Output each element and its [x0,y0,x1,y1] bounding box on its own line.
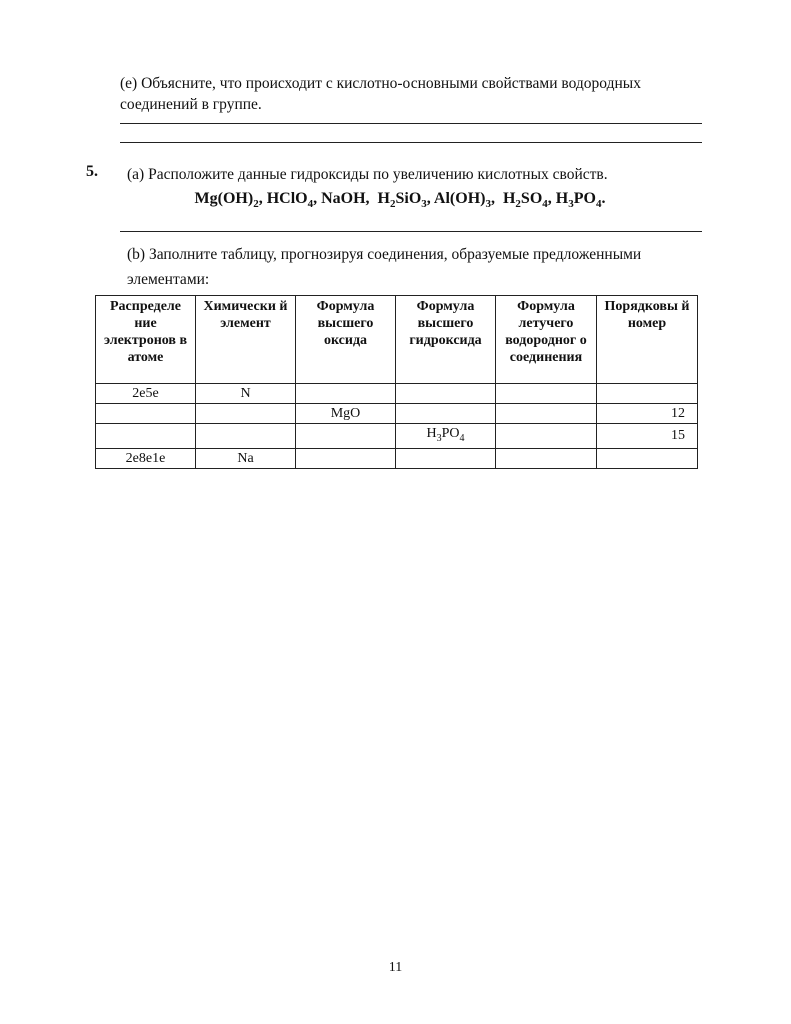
formula-subscript: 4 [595,198,602,211]
formula-part [321,190,377,207]
page-number: 11 [388,960,403,975]
formula-subscript: 3 [485,198,491,211]
formula-separator: , [258,190,267,207]
table-cell[interactable] [96,424,196,449]
question-5b-line1: (b) Заполните таблицу, прогнозируя соединения, образуемые предложенными [127,246,642,263]
formula-base: PO [573,190,596,207]
formula-subscript: 4 [307,198,314,211]
formula-separator: , [547,190,556,207]
table-cell[interactable] [597,384,698,404]
formula-base: SiO [395,190,422,207]
table-row [96,424,698,449]
formula-base: H [377,190,390,207]
formula-part [433,190,503,211]
question-5b-text [127,241,702,268]
table-cell[interactable] [396,384,496,404]
formula-subscript: 3 [421,198,427,211]
table-cell[interactable] [96,404,196,424]
formula-separator: , [365,190,378,207]
formula-separator: . [601,190,606,207]
question-5b-line2: элементами: [127,271,210,288]
header-higher-oxide: Формула высшего оксида [296,296,396,384]
formula-base: PO [441,426,460,441]
question-4e-line1: (e) Объясните, что происходит с кислотно-основными свойствами водородных [120,75,641,92]
table-cell[interactable] [496,384,597,404]
table-cell[interactable] [296,384,396,404]
table-cell[interactable]: MgO [296,404,396,424]
table-cell[interactable] [296,448,396,468]
table-cell[interactable] [496,424,597,449]
formula-subscript: 3 [436,432,442,444]
formula-subscript: 4 [459,432,465,444]
table-cell[interactable]: 2e8e1e [96,448,196,468]
table-cell[interactable] [396,404,496,424]
formula-separator: , [490,190,503,207]
table-cell[interactable] [496,404,597,424]
formula-part [194,190,267,211]
table-header-row [96,296,698,384]
table-cell[interactable]: Na [196,448,296,468]
question-4e-text [120,73,702,115]
formula-part [573,190,606,211]
formula-subscript: 3 [568,198,574,211]
table-row [96,448,698,468]
table-cell[interactable] [296,424,396,449]
table-row [96,384,698,404]
table-cell[interactable] [396,448,496,468]
question-4e-line2: соединений в группе. [120,96,262,113]
header-chemical-element: Химически й элемент [196,296,296,384]
header-electron-distribution: Распределе ние электронов в атоме [96,296,196,384]
formula-separator: , [313,190,322,207]
header-volatile-hydrogen-compound: Формула летучего водородног о соединения [496,296,597,384]
table-row [96,404,698,424]
table-cell[interactable] [597,448,698,468]
table-cell[interactable]: 2e5e [96,384,196,404]
answer-line[interactable] [120,123,702,124]
answer-line[interactable] [120,142,702,143]
formula-part [377,190,396,211]
formula-base: H [426,426,437,441]
table-cell[interactable]: 12 [597,404,698,424]
hydroxide-formulas [120,190,680,210]
table-cell[interactable]: N [196,384,296,404]
header-atomic-number: Порядковы й номер [597,296,698,384]
table-cell[interactable] [496,448,597,468]
question-5a-text: (a) Расположите данные гидроксиды по увеличению кислотных свойств. [127,166,608,183]
formula-base: HClO [266,190,308,207]
formula-subscript: 2 [390,198,396,211]
formula-base: SO [520,190,543,207]
question-5-number: 5. [86,163,98,180]
formula-part [555,190,574,211]
table-cell[interactable] [196,404,296,424]
formula-part [502,190,521,211]
formula-base: Mg(OH) [194,190,254,207]
formula-subscript: 2 [515,198,521,211]
formula-subscript: 2 [253,198,259,211]
table-cell[interactable] [396,424,496,449]
formula-base: H [502,190,516,207]
formula-part [266,190,322,211]
formula-separator: , [426,190,434,207]
answer-line[interactable] [120,231,702,232]
formula-part [520,190,556,211]
formula-base: H [555,190,569,207]
element-table [95,295,698,469]
table-cell[interactable]: 15 [597,424,698,449]
formula-base: Al(OH) [433,190,486,207]
formula-subscript: 4 [542,198,548,211]
formula-base: NaOH [321,190,366,207]
header-higher-hydroxide: Формула высшего гидроксида [396,296,496,384]
formula-part [395,190,434,211]
table-cell[interactable] [196,424,296,449]
